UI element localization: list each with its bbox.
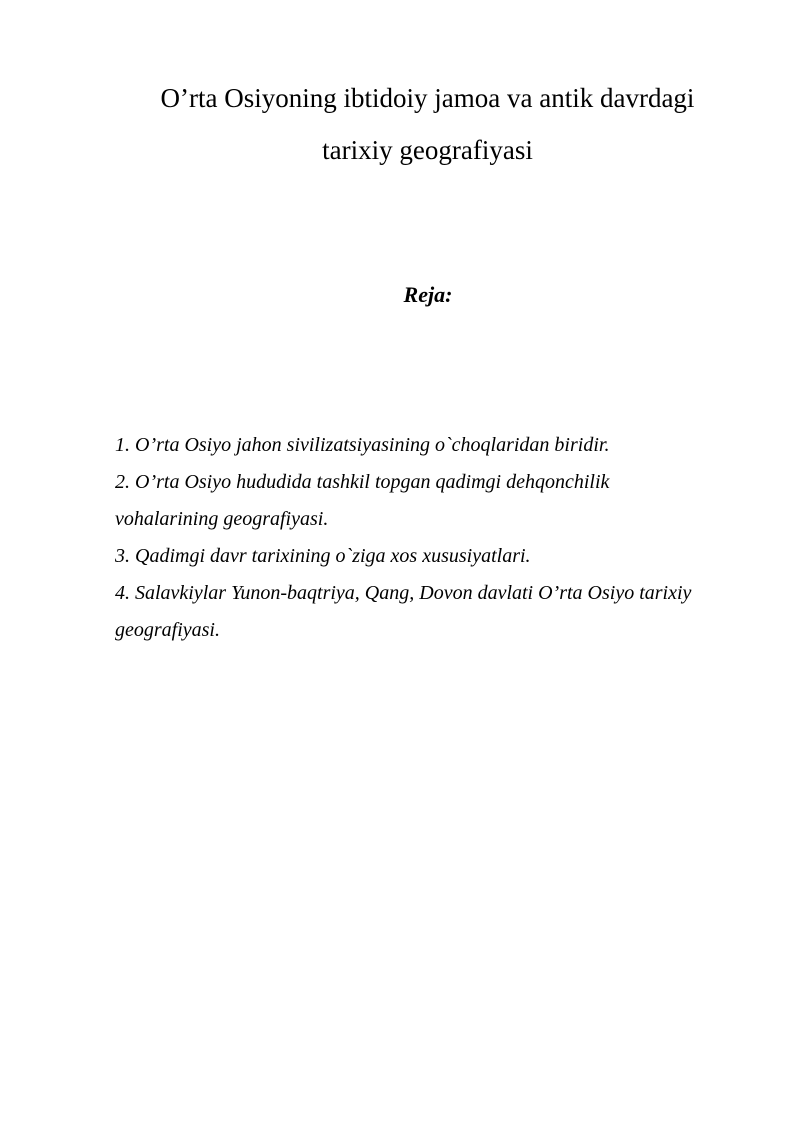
plan-item-1: 1. O’rta Osiyo jahon sivilizatsiyasining o`choqlaridan biridir.	[115, 434, 610, 456]
document-title-line-1: O’rta Osiyoning ibtidoiy jamoa va antik davrdagi	[160, 83, 695, 113]
plan-heading: Reja:	[403, 282, 453, 307]
document-title	[100, 72, 755, 176]
plan-item-3: 3. Qadimgi davr tarixining o`ziga xos xususiyatlari.	[115, 545, 531, 567]
plan-item-2-continued: vohalarining geografiyasi.	[115, 508, 329, 530]
plan-item-4: 4. Salavkiylar Yunon-baqtriya, Qang, Dovon davlati O’rta Osiyo tarixiy	[115, 582, 692, 604]
plan-item-4-continued: geografiyasi.	[115, 619, 220, 641]
plan-list	[115, 427, 755, 649]
plan-item-2: 2. O’rta Osiyo hududida tashkil topgan qadimgi dehqonchilik	[115, 471, 610, 493]
document-title-line-2: tarixiy geografiyasi	[322, 135, 533, 165]
